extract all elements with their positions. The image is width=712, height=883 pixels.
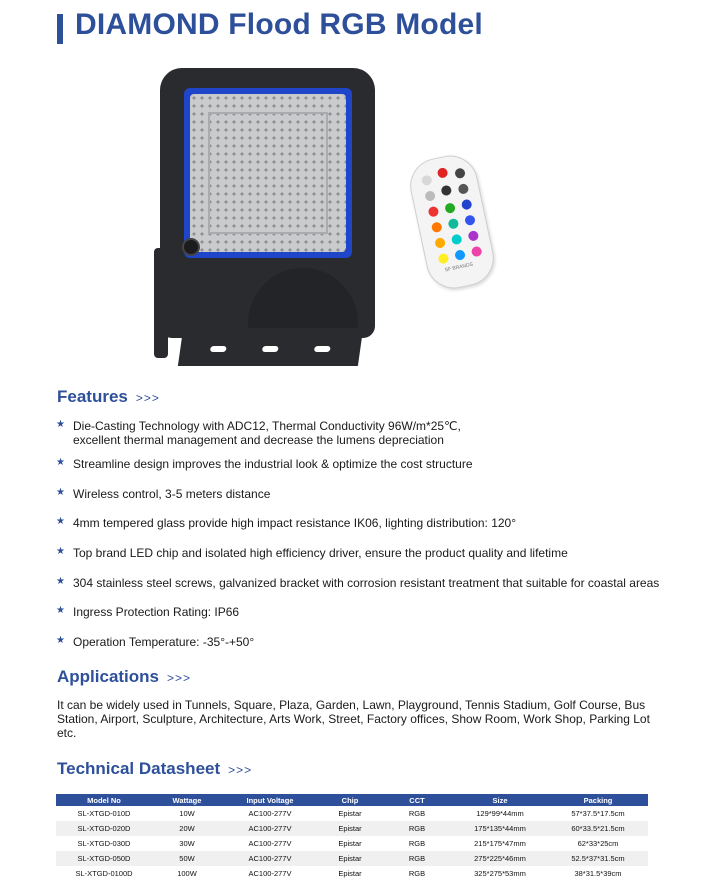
applications-text: It can be widely used in Tunnels, Square, Plaza, Garden, Lawn, Playground, Tennis Stadium, Golf Course, Bus Station, Airport, Sculpture, Architecture, Arts Work, Street, Factory offices, Show Room, Work Shop, Parking Lot etc. xyxy=(57,698,650,740)
table-row xyxy=(56,806,648,821)
flood-light-image xyxy=(160,68,375,368)
star-icon: ★ xyxy=(56,516,65,527)
table-cell: 129*99*44mm xyxy=(452,806,548,821)
table-cell: 52.5*37*31.5cm xyxy=(548,851,648,866)
table-cell: RGB xyxy=(382,821,452,836)
star-icon: ★ xyxy=(56,419,65,430)
star-icon: ★ xyxy=(56,487,65,498)
driver-cover xyxy=(248,268,358,328)
feature-item: ★ Operation Temperature: -35°-+50° xyxy=(56,635,255,649)
mount-bracket-base xyxy=(178,336,362,366)
lens-frame xyxy=(208,112,328,234)
table-cell: 275*225*46mm xyxy=(452,851,548,866)
feature-item: ★ 4mm tempered glass provide high impact resistance IK06, lighting distribution: 120° xyxy=(56,516,517,530)
table-row xyxy=(56,821,648,836)
feature-item: ★ Ingress Protection Rating: IP66 xyxy=(56,605,240,619)
table-cell: AC100-277V xyxy=(222,821,318,836)
table-cell: AC100-277V xyxy=(222,851,318,866)
star-icon: ★ xyxy=(56,457,65,468)
table-cell: Epistar xyxy=(318,836,382,851)
col-header: Size xyxy=(452,794,548,806)
datasheet-table xyxy=(56,794,648,881)
col-header: Packing xyxy=(548,794,648,806)
table-cell: SL-XTGD-010D xyxy=(56,806,152,821)
feature-item: ★ Top brand LED chip and isolated high efficiency driver, ensure the product quality and lifetime xyxy=(56,546,568,560)
table-cell: 325*275*53mm xyxy=(452,866,548,881)
table-cell: RGB xyxy=(382,851,452,866)
applications-heading: Applications >>> xyxy=(57,667,192,686)
remote-control-image xyxy=(405,150,499,293)
star-icon: ★ xyxy=(56,576,65,587)
bracket-knob xyxy=(182,238,200,256)
page-title: DIAMOND Flood RGB Model xyxy=(75,8,483,41)
table-cell: 10W xyxy=(152,806,222,821)
table-cell: SL-XTGD-050D xyxy=(56,851,152,866)
table-row xyxy=(56,851,648,866)
table-cell: 60*33.5*21.5cm xyxy=(548,821,648,836)
col-header: Model No xyxy=(56,794,152,806)
chevron-icon: >>> xyxy=(167,671,192,685)
features-heading: Features >>> xyxy=(57,387,160,406)
table-cell: 38*31.5*39cm xyxy=(548,866,648,881)
table-cell: 215*175*47mm xyxy=(452,836,548,851)
table-cell: 62*33*25cm xyxy=(548,836,648,851)
table-cell: RGB xyxy=(382,806,452,821)
feature-item: ★ Streamline design improves the industrial look & optimize the cost structure xyxy=(56,457,473,471)
star-icon: ★ xyxy=(56,546,65,557)
col-header: Wattage xyxy=(152,794,222,806)
table-header-row xyxy=(56,794,648,806)
table-cell: Epistar xyxy=(318,806,382,821)
table-cell: Epistar xyxy=(318,851,382,866)
table-cell: SL-XTGD-020D xyxy=(56,821,152,836)
title-accent-bar xyxy=(57,14,63,44)
table-cell: 100W xyxy=(152,866,222,881)
col-header: CCT xyxy=(382,794,452,806)
table-cell: 50W xyxy=(152,851,222,866)
table-cell: 57*37.5*17.5cm xyxy=(548,806,648,821)
light-housing xyxy=(160,68,375,338)
chevron-icon: >>> xyxy=(228,763,253,777)
table-cell: RGB xyxy=(382,866,452,881)
table-cell: RGB xyxy=(382,836,452,851)
table-cell: AC100-277V xyxy=(222,836,318,851)
table-cell: AC100-277V xyxy=(222,806,318,821)
star-icon: ★ xyxy=(56,635,65,646)
remote-logo: SF BRANDS xyxy=(444,261,474,274)
table-cell: 30W xyxy=(152,836,222,851)
star-icon: ★ xyxy=(56,605,65,616)
table-cell: 20W xyxy=(152,821,222,836)
table-cell: AC100-277V xyxy=(222,866,318,881)
table-row xyxy=(56,866,648,881)
feature-item: ★ Wireless control, 3-5 meters distance xyxy=(56,487,271,501)
table-cell: Epistar xyxy=(318,866,382,881)
table-cell: 175*135*44mm xyxy=(452,821,548,836)
table-cell: SL-XTGD-030D xyxy=(56,836,152,851)
col-header: Input Voltage xyxy=(222,794,318,806)
table-cell: Epistar xyxy=(318,821,382,836)
datasheet-heading: Technical Datasheet >>> xyxy=(57,759,253,778)
col-header: Chip xyxy=(318,794,382,806)
table-cell: SL-XTGD-0100D xyxy=(56,866,152,881)
chevron-icon: >>> xyxy=(135,391,160,405)
feature-item: ★ 304 stainless steel screws, galvanized bracket with corrosion resistant treatment that suitable for coastal areas xyxy=(56,576,660,590)
table-row xyxy=(56,836,648,851)
feature-item: ★ Die-Casting Technology with ADC12, Thermal Conductivity 96W/m*25℃, excellent thermal management and decrease the lumens depreciation xyxy=(56,419,461,447)
